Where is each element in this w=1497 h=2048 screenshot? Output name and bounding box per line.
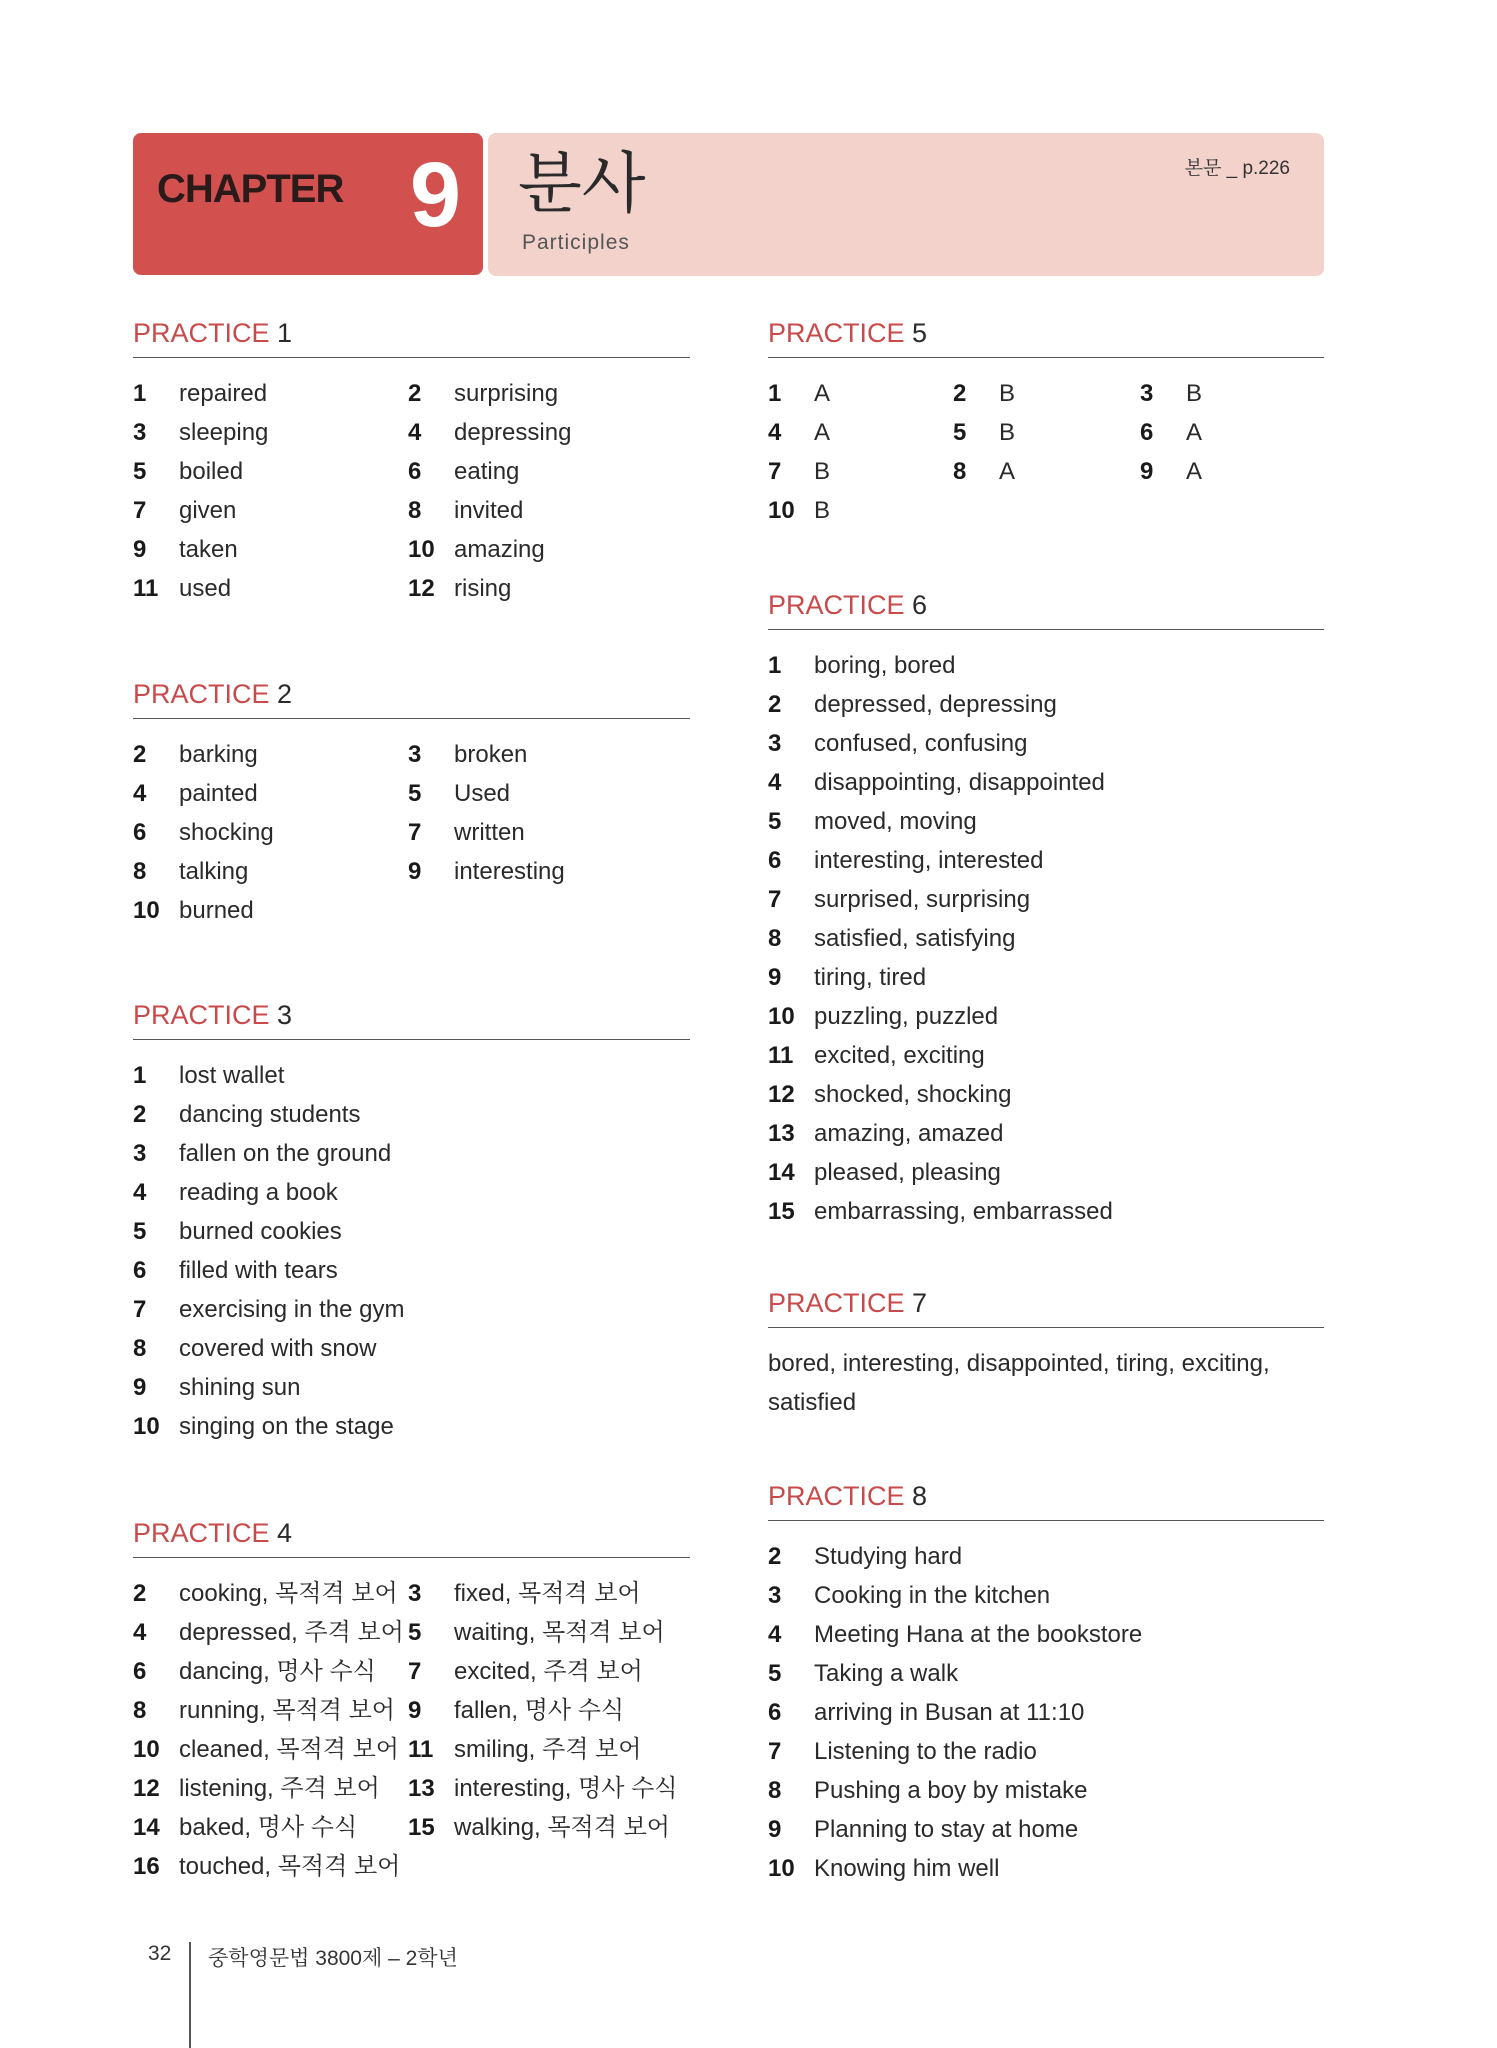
item-answer: fallen on the ground xyxy=(179,1140,392,1168)
item-number: 3 xyxy=(1140,380,1154,408)
item-number: 5 xyxy=(768,1660,782,1688)
item-number: 4 xyxy=(768,1621,782,1649)
practice-label: PRACTICE xyxy=(133,1000,270,1030)
item-answer: painted xyxy=(179,780,258,808)
item-number: 1 xyxy=(768,652,782,680)
item-answer: moved, moving xyxy=(814,808,977,836)
item-answer: interesting xyxy=(454,858,565,886)
answer-row xyxy=(133,735,690,774)
item-number: 6 xyxy=(133,1257,147,1285)
practice-label: PRACTICE xyxy=(768,1288,905,1318)
answer-row xyxy=(768,374,1324,413)
answer-row xyxy=(768,1192,1324,1231)
practice-2-heading xyxy=(133,677,690,719)
item-number: 6 xyxy=(1140,419,1154,447)
item-number: 9 xyxy=(768,1816,782,1844)
item-answer: excited, exciting xyxy=(814,1042,985,1070)
item-answer: B xyxy=(814,458,831,486)
item-answer: boiled xyxy=(179,458,244,486)
answer-row xyxy=(133,1808,690,1847)
item-answer: fixed, 목적격 보어 xyxy=(454,1580,641,1608)
item-number: 4 xyxy=(768,419,782,447)
practice-3-heading xyxy=(133,998,690,1040)
item-answer: baked, 명사 수식 xyxy=(179,1814,358,1842)
answer-row xyxy=(133,1407,690,1446)
practice-number: 6 xyxy=(912,590,928,620)
item-answer: Meeting Hana at the bookstore xyxy=(814,1621,1143,1649)
item-answer: dancing students xyxy=(179,1101,361,1129)
answer-row xyxy=(133,1251,690,1290)
practice-1-heading xyxy=(133,316,690,358)
item-number: 4 xyxy=(408,419,422,447)
item-number: 13 xyxy=(408,1775,435,1803)
item-answer: arriving in Busan at 11:10 xyxy=(814,1699,1085,1727)
answer-row xyxy=(768,880,1324,919)
item-number: 6 xyxy=(133,1658,147,1686)
practice-5-section xyxy=(768,316,1324,530)
answer-row xyxy=(133,374,690,413)
item-answer: cooking, 목적격 보어 xyxy=(179,1580,398,1608)
item-number: 7 xyxy=(133,497,147,525)
chapter-title-korean: 분사 xyxy=(518,146,646,220)
item-number: 10 xyxy=(133,897,160,925)
answer-row xyxy=(768,763,1324,802)
practice-number: 3 xyxy=(277,1000,293,1030)
item-number: 1 xyxy=(768,380,782,408)
item-number: 8 xyxy=(768,1777,782,1805)
answer-row xyxy=(133,813,690,852)
item-answer: Used xyxy=(454,780,511,808)
item-number: 7 xyxy=(768,458,782,486)
item-number: 9 xyxy=(133,536,147,564)
item-answer: exercising in the gym xyxy=(179,1296,405,1324)
item-number: 6 xyxy=(768,847,782,875)
chapter-title-english: Participles xyxy=(522,231,630,254)
answer-row xyxy=(133,774,690,813)
item-answer: talking xyxy=(179,858,249,886)
item-answer: Listening to the radio xyxy=(814,1738,1037,1766)
item-answer: Planning to stay at home xyxy=(814,1816,1079,1844)
item-number: 2 xyxy=(768,1543,782,1571)
answer-row xyxy=(133,1847,690,1886)
answer-row xyxy=(133,569,690,608)
item-number: 5 xyxy=(408,780,422,808)
item-number: 9 xyxy=(408,1697,422,1725)
item-answer: touched, 목적격 보어 xyxy=(179,1853,401,1881)
item-number: 4 xyxy=(133,1179,147,1207)
item-number: 7 xyxy=(768,886,782,914)
item-number: 10 xyxy=(133,1736,160,1764)
practice-number: 4 xyxy=(277,1518,293,1548)
item-answer: smiling, 주격 보어 xyxy=(454,1736,642,1764)
item-answer: singing on the stage xyxy=(179,1413,394,1441)
item-answer: A xyxy=(1186,458,1203,486)
answer-row xyxy=(768,1537,1324,1576)
item-answer: tiring, tired xyxy=(814,964,927,992)
practice-number: 8 xyxy=(912,1481,928,1511)
item-number: 9 xyxy=(1140,458,1154,486)
item-answer: given xyxy=(179,497,237,525)
practice-4-heading xyxy=(133,1516,690,1558)
practice-number: 2 xyxy=(277,679,293,709)
practice-label: PRACTICE xyxy=(768,1481,905,1511)
item-answer: taken xyxy=(179,536,238,564)
answer-row xyxy=(768,1732,1324,1771)
item-answer: Cooking in the kitchen xyxy=(814,1582,1051,1610)
item-number: 5 xyxy=(133,458,147,486)
answer-row xyxy=(768,1576,1324,1615)
practice-7-answer: bored, interesting, disappointed, tiring, exciting, satisfied xyxy=(768,1350,1270,1417)
item-number: 1 xyxy=(133,1062,147,1090)
item-answer: interesting, interested xyxy=(814,847,1044,875)
item-number: 10 xyxy=(408,536,435,564)
item-answer: invited xyxy=(454,497,524,525)
item-answer: burned xyxy=(179,897,254,925)
practice-7-heading xyxy=(768,1286,1324,1328)
answer-row xyxy=(133,1691,690,1730)
answer-row xyxy=(768,724,1324,763)
item-number: 8 xyxy=(133,1335,147,1363)
practice-8-heading xyxy=(768,1479,1324,1521)
answer-row xyxy=(768,685,1324,724)
item-number: 9 xyxy=(133,1374,147,1402)
item-answer: confused, confusing xyxy=(814,730,1028,758)
practice-6-section xyxy=(768,588,1324,1231)
answer-row xyxy=(133,1095,690,1134)
item-number: 7 xyxy=(133,1296,147,1324)
item-answer: broken xyxy=(454,741,528,769)
item-answer: disappointing, disappointed xyxy=(814,769,1105,797)
item-number: 14 xyxy=(768,1159,795,1187)
item-answer: B xyxy=(814,497,831,525)
item-answer: satisfied, satisfying xyxy=(814,925,1016,953)
item-answer: A xyxy=(814,380,831,408)
item-number: 10 xyxy=(768,1003,795,1031)
item-answer: shocked, shocking xyxy=(814,1081,1012,1109)
item-answer: A xyxy=(1186,419,1203,447)
item-answer: covered with snow xyxy=(179,1335,377,1363)
answer-row xyxy=(133,1730,690,1769)
practice-label: PRACTICE xyxy=(768,318,905,348)
answer-row xyxy=(768,802,1324,841)
item-number: 3 xyxy=(133,1140,147,1168)
item-answer: running, 목적격 보어 xyxy=(179,1697,395,1725)
item-number: 15 xyxy=(768,1198,795,1226)
item-number: 8 xyxy=(768,925,782,953)
item-number: 10 xyxy=(768,1855,795,1883)
item-number: 2 xyxy=(133,1580,147,1608)
answer-row xyxy=(768,958,1324,997)
answer-row xyxy=(133,1329,690,1368)
item-answer: B xyxy=(999,419,1016,447)
item-answer: embarrassing, embarrassed xyxy=(814,1198,1113,1226)
item-number: 3 xyxy=(768,730,782,758)
practice-7-section xyxy=(768,1286,1324,1422)
item-answer: written xyxy=(454,819,525,847)
item-number: 3 xyxy=(768,1582,782,1610)
item-number: 15 xyxy=(408,1814,435,1842)
item-number: 11 xyxy=(133,575,159,603)
item-number: 6 xyxy=(768,1699,782,1727)
answer-row xyxy=(133,413,690,452)
answer-row xyxy=(133,1574,690,1613)
item-answer: filled with tears xyxy=(179,1257,338,1285)
item-number: 4 xyxy=(768,769,782,797)
item-number: 6 xyxy=(133,819,147,847)
answer-row xyxy=(768,1036,1324,1075)
answer-row xyxy=(768,1693,1324,1732)
item-answer: barking xyxy=(179,741,258,769)
item-number: 4 xyxy=(133,1619,147,1647)
answer-row xyxy=(133,852,690,891)
book-title: 중학영문법 3800제 – 2학년 xyxy=(208,1947,458,1970)
answer-row xyxy=(768,1810,1324,1849)
item-answer: repaired xyxy=(179,380,268,408)
item-number: 14 xyxy=(133,1814,160,1842)
item-answer: burned cookies xyxy=(179,1218,342,1246)
answer-row xyxy=(133,891,690,930)
item-answer: shining sun xyxy=(179,1374,301,1402)
item-number: 13 xyxy=(768,1120,795,1148)
item-answer: interesting, 명사 수식 xyxy=(454,1775,678,1803)
item-answer: A xyxy=(999,458,1016,486)
item-number: 10 xyxy=(768,497,795,525)
practice-number: 1 xyxy=(277,318,293,348)
answer-row xyxy=(133,452,690,491)
item-number: 5 xyxy=(768,808,782,836)
item-number: 11 xyxy=(408,1736,434,1764)
item-number: 8 xyxy=(133,858,147,886)
item-number: 4 xyxy=(133,780,147,808)
item-answer: surprising xyxy=(454,380,559,408)
answer-row xyxy=(133,1212,690,1251)
item-number: 7 xyxy=(408,1658,422,1686)
item-answer: depressed, depressing xyxy=(814,691,1057,719)
item-answer: walking, 목적격 보어 xyxy=(454,1814,670,1842)
answer-row xyxy=(768,452,1324,491)
item-answer: Knowing him well xyxy=(814,1855,1000,1883)
answer-row xyxy=(768,1075,1324,1114)
item-number: 5 xyxy=(953,419,967,447)
practice-2-section xyxy=(133,677,690,930)
item-number: 5 xyxy=(408,1619,422,1647)
item-answer: excited, 주격 보어 xyxy=(454,1658,643,1686)
item-number: 8 xyxy=(408,497,422,525)
item-answer: surprised, surprising xyxy=(814,886,1031,914)
answer-row xyxy=(768,1153,1324,1192)
item-answer: pleased, pleasing xyxy=(814,1159,1001,1187)
footer-divider xyxy=(189,1942,191,2048)
item-answer: depressing xyxy=(454,419,572,447)
item-number: 5 xyxy=(133,1218,147,1246)
item-answer: reading a book xyxy=(179,1179,338,1207)
item-number: 12 xyxy=(768,1081,795,1109)
answer-row xyxy=(133,1769,690,1808)
practice-5-heading xyxy=(768,316,1324,358)
item-number: 7 xyxy=(408,819,422,847)
item-answer: B xyxy=(1186,380,1203,408)
item-number: 10 xyxy=(133,1413,160,1441)
item-answer: rising xyxy=(454,575,512,603)
practice-1-section xyxy=(133,316,690,608)
answer-row xyxy=(768,919,1324,958)
item-number: 9 xyxy=(408,858,422,886)
item-answer: lost wallet xyxy=(179,1062,285,1090)
item-number: 11 xyxy=(768,1042,794,1070)
item-number: 8 xyxy=(953,458,967,486)
item-number: 3 xyxy=(408,741,422,769)
item-answer: shocking xyxy=(179,819,274,847)
practice-number: 5 xyxy=(912,318,928,348)
answer-row xyxy=(133,491,690,530)
chapter-label: CHAPTER xyxy=(157,167,344,211)
item-answer: amazing, amazed xyxy=(814,1120,1004,1148)
answer-row xyxy=(133,1173,690,1212)
item-answer: Taking a walk xyxy=(814,1660,959,1688)
practice-8-section xyxy=(768,1479,1324,1888)
answer-row xyxy=(768,997,1324,1036)
answer-row xyxy=(768,1771,1324,1810)
item-number: 9 xyxy=(768,964,782,992)
answer-row xyxy=(133,1652,690,1691)
item-number: 1 xyxy=(133,380,147,408)
practice-3-section xyxy=(133,998,690,1446)
chapter-number: 9 xyxy=(409,144,461,246)
item-number: 2 xyxy=(408,380,422,408)
item-number: 12 xyxy=(408,575,435,603)
answer-row xyxy=(768,413,1324,452)
item-answer: cleaned, 목적격 보어 xyxy=(179,1736,399,1764)
item-number: 16 xyxy=(133,1853,160,1881)
item-number: 2 xyxy=(953,380,967,408)
practice-label: PRACTICE xyxy=(133,679,270,709)
answer-row xyxy=(768,1114,1324,1153)
title-box xyxy=(488,133,1324,276)
practice-4-section xyxy=(133,1516,690,1886)
item-answer: puzzling, puzzled xyxy=(814,1003,999,1031)
item-answer: B xyxy=(999,380,1016,408)
item-number: 8 xyxy=(133,1697,147,1725)
item-answer: used xyxy=(179,575,232,603)
answer-row xyxy=(768,1654,1324,1693)
answer-row xyxy=(768,646,1324,685)
item-answer: eating xyxy=(454,458,520,486)
item-number: 3 xyxy=(133,419,147,447)
answer-row xyxy=(768,841,1324,880)
practice-label: PRACTICE xyxy=(133,318,270,348)
item-number: 2 xyxy=(133,1101,147,1129)
item-answer: amazing xyxy=(454,536,545,564)
answer-row xyxy=(133,1368,690,1407)
practice-label: PRACTICE xyxy=(133,1518,270,1548)
item-answer: listening, 주격 보어 xyxy=(179,1775,380,1803)
item-number: 7 xyxy=(768,1738,782,1766)
practice-6-heading xyxy=(768,588,1324,630)
answer-row xyxy=(133,1134,690,1173)
item-number: 6 xyxy=(408,458,422,486)
item-answer: A xyxy=(814,419,831,447)
item-answer: sleeping xyxy=(179,419,269,447)
chapter-box xyxy=(133,133,483,275)
answer-row xyxy=(768,1849,1324,1888)
page-number: 32 xyxy=(148,1942,172,1965)
answer-row xyxy=(133,1056,690,1095)
item-answer: fallen, 명사 수식 xyxy=(454,1697,625,1725)
answer-row xyxy=(768,491,1324,530)
practice-label: PRACTICE xyxy=(768,590,905,620)
item-number: 12 xyxy=(133,1775,160,1803)
answer-row xyxy=(133,1290,690,1329)
item-number: 2 xyxy=(768,691,782,719)
item-answer: depressed, 주격 보어 xyxy=(179,1619,404,1647)
item-answer: boring, bored xyxy=(814,652,956,680)
item-number: 2 xyxy=(133,741,147,769)
item-answer: dancing, 명사 수식 xyxy=(179,1658,376,1686)
item-number: 3 xyxy=(408,1580,422,1608)
item-answer: Studying hard xyxy=(814,1543,963,1571)
item-answer: Pushing a boy by mistake xyxy=(814,1777,1088,1805)
answer-row xyxy=(133,1613,690,1652)
answer-row xyxy=(768,1615,1324,1654)
practice-number: 7 xyxy=(912,1288,928,1318)
item-answer: waiting, 목적격 보어 xyxy=(454,1619,665,1647)
answer-row xyxy=(133,530,690,569)
page-reference: 본문 _ p.226 xyxy=(1184,158,1290,179)
